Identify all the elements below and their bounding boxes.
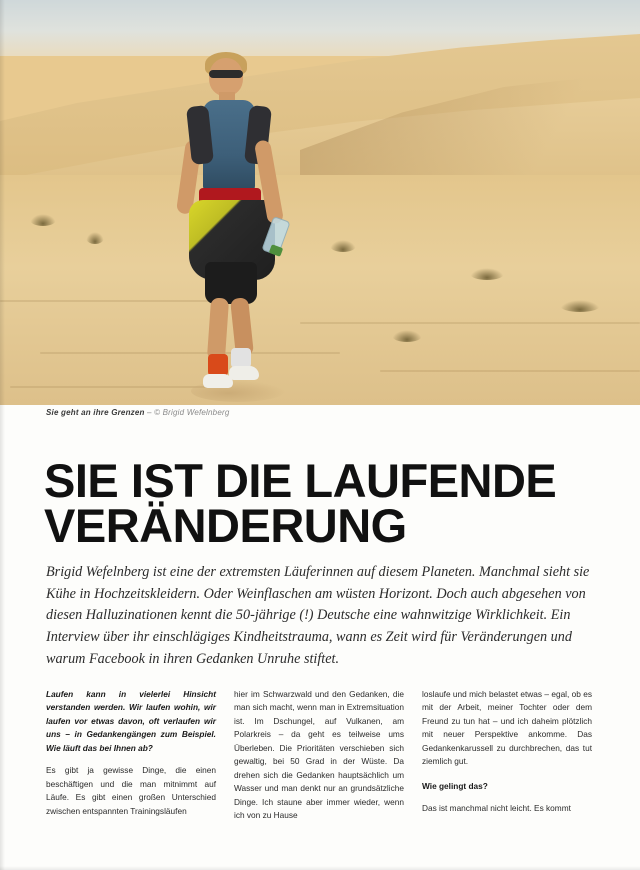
interview-question: Laufen kann in vielerlei Hinsicht verstanden werden. Wir laufen wohin, wir laufen vor etwas davon, oft verlaufen wir uns – in Gedankengängen zum Beispiel. Wie läuft das bei Ihnen ab? [46, 689, 216, 753]
article-column-3 [422, 688, 592, 831]
desert-bush [392, 330, 422, 342]
photo-caption-credit: – © Brigid Wefelnberg [147, 408, 230, 417]
photo-caption-title: Sie geht an ihre Grenzen [46, 408, 145, 417]
desert-bush [86, 232, 104, 244]
runner-right-shoe [229, 366, 259, 380]
runner-right-sock [231, 348, 251, 368]
headline-line-1: SIE IST DIE LAUFENDE [44, 454, 557, 508]
article-paragraph: loslaufe und mich belastet etwas – egal, ob es mit der Arbeit, meiner Tochter oder dem Freund zu tun hat – und ich daheim plötzlich mit neuer Perspektive ankomme. Das Gedankenkarussell zu durchbrechen, das tut ziemlich gut. [422, 689, 592, 767]
page-title [44, 454, 604, 553]
article-paragraph: Das ist manchmal nicht leicht. Es kommt [422, 803, 571, 814]
runner-left-sock [208, 354, 228, 376]
sand-ripple [300, 322, 640, 324]
runner-shorts [205, 262, 257, 304]
runner-left-leg [207, 297, 229, 360]
desert-bush [30, 214, 56, 226]
article-paragraph: hier im Schwarzwald und den Gedanken, die man sich macht, wenn man in Extremsituation ist. Im Dschungel, auf Vulkanen, am Polarkreis – da geht es teilweise ums Überleben. Die Prioritäten verschieben sich gewaltig, bei 50 Grad in der Wüste. Da drehen sich die Gedanken hauptsächlich um Wasser und man denkt nur an grundsätzliche Dinge. Ich staune aber immer wieder, wenn ich von zu Hause [234, 689, 404, 820]
desert-bush [330, 240, 356, 252]
scan-edge-bottom [0, 866, 640, 870]
hero-photo [0, 0, 640, 405]
sand-ripple [380, 370, 640, 372]
photo-caption [46, 408, 229, 417]
desert-bush [470, 268, 504, 280]
article-column-1 [46, 688, 216, 831]
scan-edge-left [0, 0, 5, 870]
article-columns [46, 688, 594, 831]
standfirst: Brigid Wefelnberg ist eine der extremsten Läuferinnen auf diesem Planeten. Manchmal sieht sie Kühe in Hochzeitskleidern. Oder Weinflaschen am wüsten Horizont. Doch auch abgesehen von diesen Halluzinationen kennt die 50-jährige (!) Deutsche eine wahnwitzige Wirklichkeit. Ein Interview über ihr einschlägiges Kindheitstrauma, wann es Zeit wird für Veränderungen und warum Facebook in ihren Gedanken Unruhe stiftet. [46, 564, 590, 667]
article-paragraph: Es gibt ja gewisse Dinge, die einen beschäftigen und die man mitnimmt auf Läufe. Es gibt einen großen Unterschied zwischen entspannten Trainingsläufen [46, 765, 216, 816]
article-column-2 [234, 688, 404, 831]
runner-figure [175, 48, 285, 393]
headline-line-2: VERÄNDERUNG [44, 499, 407, 553]
desert-bush [560, 300, 600, 312]
sunglasses-icon [209, 70, 243, 78]
interview-question: Wie gelingt das? [422, 780, 488, 791]
